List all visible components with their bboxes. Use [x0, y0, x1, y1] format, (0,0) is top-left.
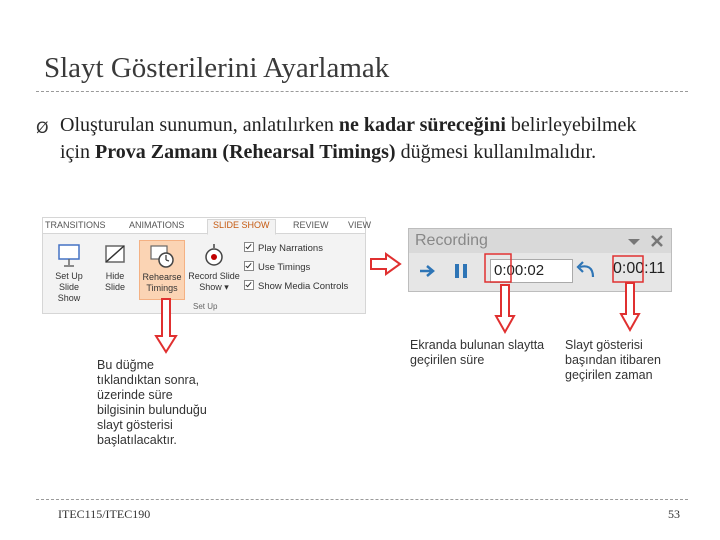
- record-slide-show-button[interactable]: [187, 240, 241, 298]
- tab-review[interactable]: REVIEW: [293, 220, 329, 230]
- rehearse-timings-label-2: Timings: [146, 283, 178, 293]
- tab-view[interactable]: VIEW: [348, 220, 372, 230]
- set-up-slide-show-icon: [56, 242, 82, 268]
- hide-slide-label-2: Slide: [104, 282, 125, 292]
- bullet-text-bold: ne kadar süreceğini: [338, 114, 506, 136]
- footer-course: ITEC115/ITEC190: [58, 507, 151, 521]
- tab-slide-show[interactable]: SLIDE SHOW: [207, 219, 276, 235]
- hide-slide-icon: [102, 242, 128, 268]
- record-slide-show-label-1: Record Slide: [188, 271, 240, 281]
- hide-slide-label-1: Hide: [105, 271, 125, 281]
- bullet-text: [60, 112, 660, 166]
- ribbon-group-label: Set Up: [193, 302, 218, 311]
- use-timings-checkbox[interactable]: [244, 261, 310, 273]
- bullet-text-bold: Prova Zamanı (Rehearsal Timings): [95, 141, 396, 163]
- rehearse-timings-button[interactable]: [139, 240, 185, 300]
- play-narrations-checkbox[interactable]: [244, 242, 323, 254]
- close-icon[interactable]: [651, 235, 663, 247]
- dropdown-arrow-icon[interactable]: [627, 237, 641, 247]
- total-time-display: 0:00:11: [613, 260, 666, 277]
- play-narrations-label: Play Narrations: [258, 243, 323, 254]
- down-arrow-icon: [155, 298, 177, 354]
- set-up-slide-show-button[interactable]: [47, 240, 91, 303]
- repeat-icon[interactable]: [575, 261, 597, 279]
- set-up-slide-show-label-1: Set Up: [55, 271, 83, 281]
- set-up-slide-show-label-2: Slide Show: [57, 282, 81, 303]
- hide-slide-button[interactable]: [93, 240, 137, 298]
- ribbon-screenshot: [42, 217, 372, 314]
- record-slide-show-icon: [201, 242, 227, 268]
- recording-header: [409, 229, 671, 253]
- rehearse-timings-icon: [149, 243, 175, 269]
- bullet-text-part: Oluşturulan sunumun, anlatılırken: [60, 114, 339, 136]
- next-arrow-icon[interactable]: [419, 264, 437, 278]
- rehearse-timings-label-1: Rehearse: [142, 272, 182, 282]
- recording-title: Recording: [415, 232, 488, 249]
- rehearse-button-note: Bu düğme tıklandıktan sonra, üzerinde süre bilgisinin bulunduğu slayt gösterisi başlatılacaktır.: [97, 358, 207, 447]
- slide-title: Slayt Gösterilerini Ayarlamak: [44, 52, 390, 84]
- down-arrow-icon: [620, 282, 640, 332]
- show-media-controls-label: Show Media Controls: [258, 281, 349, 292]
- down-arrow-icon: [495, 284, 515, 334]
- slide-time-highlight: [485, 254, 525, 284]
- show-media-controls-checkbox[interactable]: [244, 280, 348, 292]
- bullet-text-part: belirleyebilmek için: [60, 114, 637, 163]
- footer-divider: [36, 499, 688, 500]
- bullet-marker: Ø: [36, 118, 49, 137]
- title-divider: [36, 91, 688, 92]
- checkbox-checked-icon: [244, 242, 254, 252]
- record-slide-show-label-2: Show ▾: [199, 282, 229, 292]
- page-number: 53: [668, 507, 680, 521]
- pause-icon[interactable]: [453, 263, 469, 279]
- ribbon-tabs: [43, 218, 372, 234]
- right-arrow-icon: [370, 253, 402, 275]
- slide-time-note: Ekranda bulunan slaytta geçirilen süre: [410, 338, 545, 367]
- use-timings-label: Use Timings: [258, 262, 311, 273]
- checkbox-checked-icon: [244, 280, 254, 290]
- tab-transitions[interactable]: TRANSITIONS: [45, 220, 106, 230]
- tab-animations[interactable]: ANIMATIONS: [129, 220, 185, 230]
- total-time-note: Slayt gösterisi başından itibaren geçirilen zaman: [565, 338, 661, 382]
- slide-time-field[interactable]: 0:00:02: [490, 259, 573, 283]
- bullet-text-part: düğmesi kullanılmalıdır.: [395, 141, 597, 163]
- checkbox-checked-icon: [244, 261, 254, 271]
